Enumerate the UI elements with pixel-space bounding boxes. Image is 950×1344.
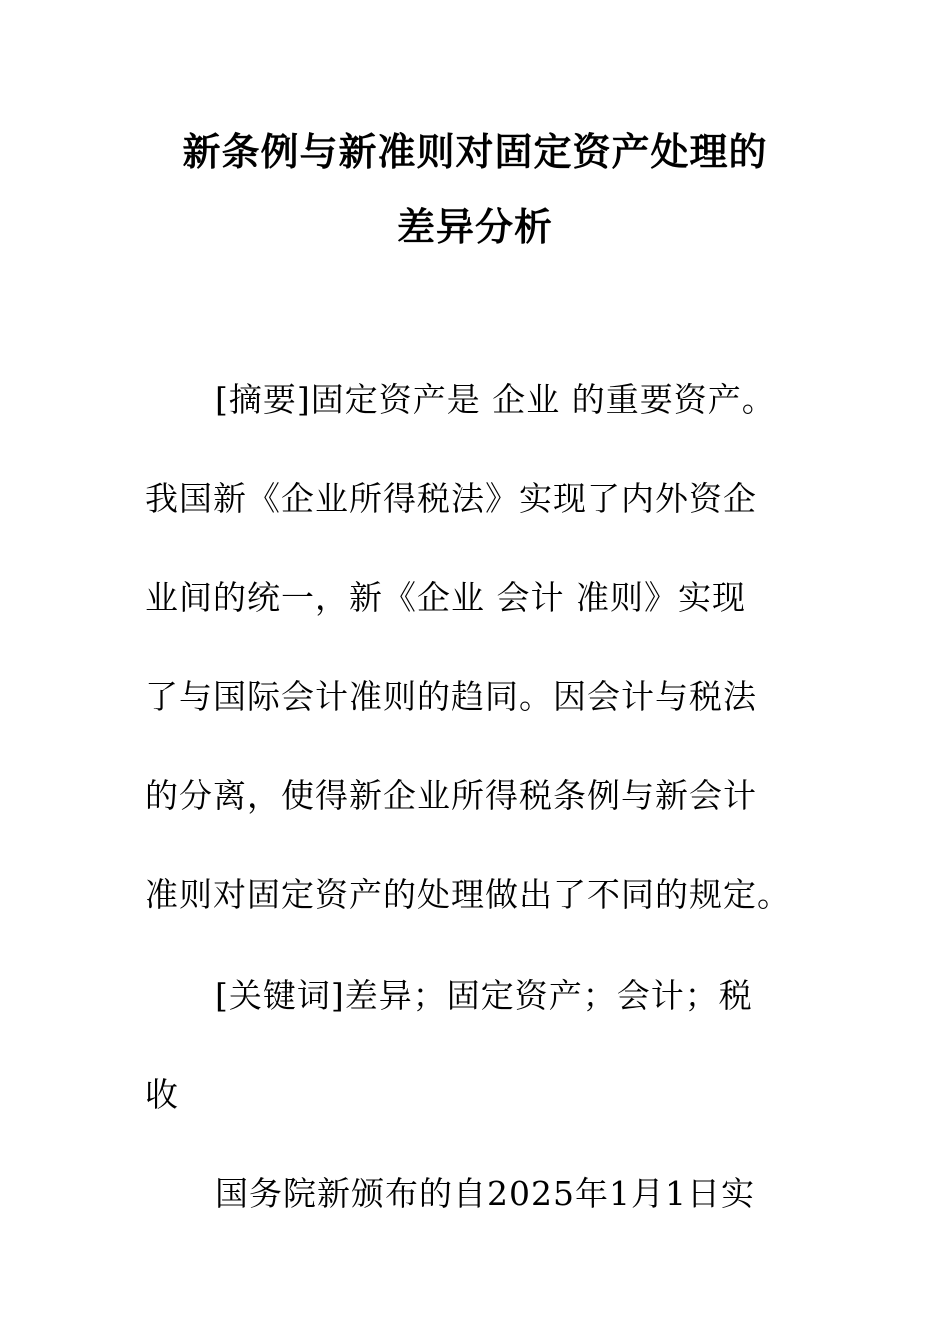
- keywords-line: 收: [145, 1075, 179, 1114]
- abstract-line: [摘要]固定资产是 企业 的重要资产。: [215, 380, 776, 419]
- abstract-line: 的分离，使得新企业所得税条例与新会计: [145, 776, 757, 815]
- document-title-line-1: 新条例与新准则对固定资产处理的: [182, 130, 768, 174]
- abstract-line: 准则对固定资产的处理做出了不同的规定。: [145, 875, 791, 914]
- abstract-line: 业间的统一，新《企业 会计 准则》实现: [145, 578, 746, 617]
- keywords-line: [关键词]差异；固定资产；会计；税: [215, 976, 753, 1015]
- abstract-line: 我国新《企业所得税法》实现了内外资企: [145, 479, 757, 518]
- document-title-line-2: 差异分析: [396, 205, 553, 249]
- abstract-line: 了与国际会计准则的趋同。因会计与税法: [145, 677, 757, 716]
- body-paragraph-line: 国务院新颁布的自2025年1月1日实: [215, 1174, 755, 1213]
